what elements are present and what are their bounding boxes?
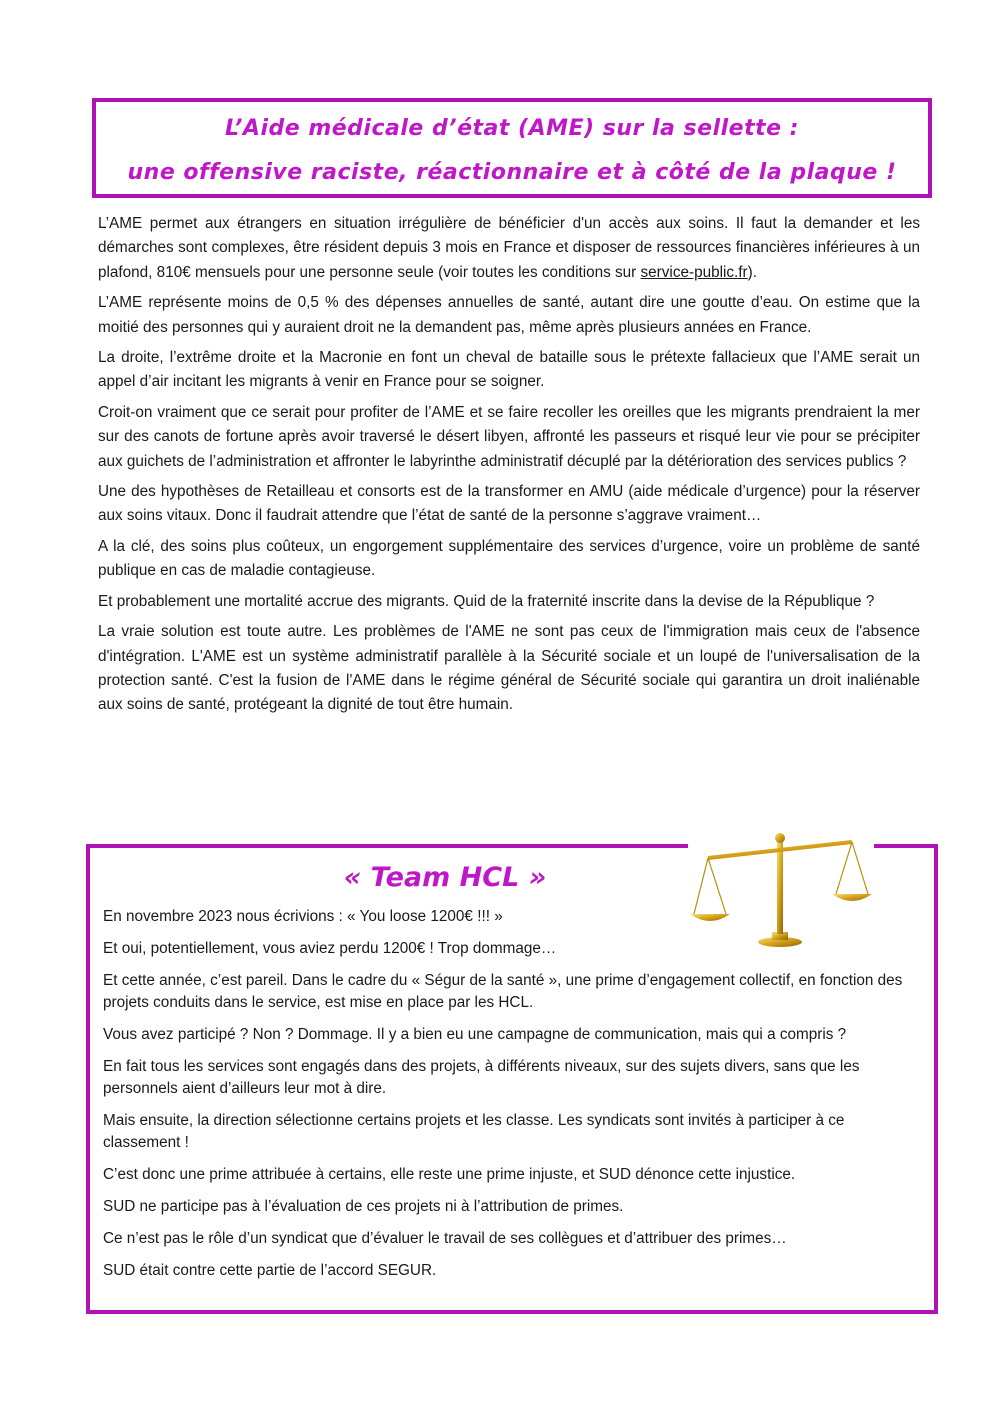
balance-scale-icon — [688, 824, 874, 950]
team-paragraph: En fait tous les services sont engagés dans des projets, à différents niveaux, sur des sujets divers, sans que les personnels aient d’ailleurs leur mot à dire. — [103, 1058, 860, 1097]
team-paragraph: SUD ne participe pas à l’évaluation de ces projets ni à l’attribution de primes. — [103, 1198, 624, 1215]
team-hcl-title: « Team HCL » — [343, 862, 547, 893]
ame-article — [98, 212, 920, 724]
team-paragraph: Et cette année, c’est pareil. Dans le cadre du « Ségur de la santé », une prime d’engagement collectif, en fonction des projets conduits dans le service, est mise en place par les HCL. — [103, 972, 903, 1011]
article-paragraph-text: L’AME permet aux étrangers en situation irrégulière de bénéficier d'un accès aux soins. Il faut la demander et les démarches sont complexes, être résident depuis 3 mois en France et disposer de ressources financières inférieures à un plafond, 810€ mensuels pour une personne seule (voir toutes les conditions sur — [98, 215, 920, 281]
article-paragraph — [98, 212, 920, 285]
article-paragraph: L’AME représente moins de 0,5 % des dépenses annuelles de santé, autant dire une goutte d’eau. On estime que la moitié des personnes qui y auraient droit ne la demandent pas, même après plusieurs années en France. — [98, 294, 920, 336]
team-paragraph: En novembre 2023 nous écrivions : « You loose 1200€ !!! » — [103, 908, 503, 925]
team-paragraph: Vous avez participé ? Non ? Dommage. Il y a bien eu une campagne de communication, mais qui a compris ? — [103, 1026, 847, 1043]
page-title-line-1: L’Aide médicale d’état (AME) sur la sellette : — [225, 116, 799, 141]
title-box — [92, 98, 932, 198]
team-paragraph: Mais ensuite, la direction sélectionne certains projets et les classe. Les syndicats sont invités à participer à ce classement ! — [103, 1112, 845, 1151]
article-paragraph: Une des hypothèses de Retailleau et consorts est de la transformer en AMU (aide médicale d’urgence) pour la réserver aux soins vitaux. Donc il faudrait attendre que l’état de santé de la personne s’aggrave vraiment… — [98, 483, 920, 525]
article-paragraph: A la clé, des soins plus coûteux, un engorgement supplémentaire des services d’urgence, voire un problème de santé publique en cas de maladie contagieuse. — [98, 537, 920, 580]
article-paragraph: Et probablement une mortalité accrue des migrants. Quid de la fraternité inscrite dans la devise de la République ? — [98, 592, 875, 610]
team-paragraph: Et oui, potentiellement, vous aviez perdu 1200€ ! Trop dommage… — [103, 940, 557, 957]
article-paragraph: Croit-on vraiment que ce serait pour profiter de l’AME et se faire recoller les oreilles que les migrants prendraient la mer sur des canots de fortune après avoir traversé le désert libyen, affronté les passeurs et risqué leur vie pour se précipiter aux guichets de l’administration et affronter le labyrinthe administratif décuplé par la détérioration des services publics ? — [98, 403, 920, 470]
article-paragraph: La droite, l’extrême droite et la Macronie en font un cheval de bataille sous le prétexte fallacieux que l’AME serait un appel d’air incitant les migrants à venir en France pour se soigner. — [98, 349, 920, 391]
page-title-line-2: une offensive raciste, réactionnaire et à côté de la plaque ! — [127, 160, 897, 185]
balance-scale-drawing — [688, 824, 874, 950]
team-paragraph: SUD était contre cette partie de l’accord SEGUR. — [103, 1262, 437, 1279]
service-public-link[interactable]: service-public.fr — [640, 263, 748, 281]
team-paragraph: Ce n’est pas le rôle d’un syndicat que d’évaluer le travail de ses collègues et d’attribuer des primes… — [103, 1230, 787, 1247]
team-paragraph: C’est donc une prime attribuée à certains, elle reste une prime injuste, et SUD dénonce cette injustice. — [103, 1166, 796, 1183]
article-paragraph: La vraie solution est toute autre. Les problèmes de l'AME ne sont pas ceux de l'immigration mais ceux de l'absence d'intégration. L'AME est un système administratif parallèle à la Sécurité sociale et un loupé de l'universalisation de la protection santé. C'est la fusion de l'AME dans le régime général de Sécurité sociale qui garantira un droit inaliénable aux soins de santé, protégeant la dignité de tout être humain. — [98, 623, 920, 714]
team-hcl-text — [103, 906, 921, 1292]
article-paragraph-end: ). — [747, 263, 757, 281]
